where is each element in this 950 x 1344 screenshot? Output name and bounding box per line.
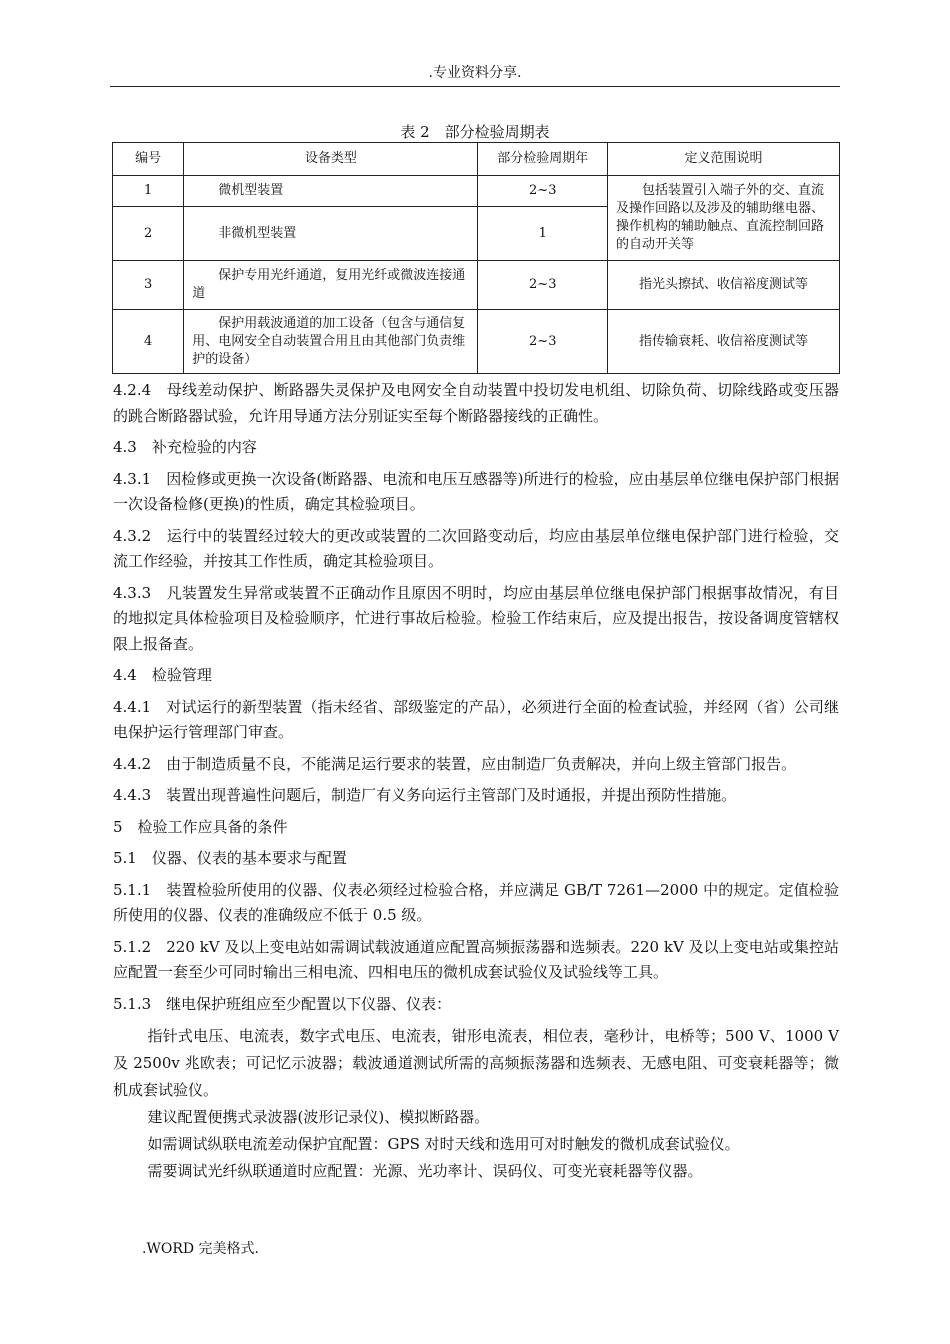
cell-type: 微机型装置	[184, 176, 478, 207]
column-header-no: 编号	[113, 143, 184, 176]
clause-4-3-1: 4.3.1 因检修或更换一次设备(断路器、电流和电压互感器等)所进行的检验，应由基层单位继电保护部门根据一次设备检修(更换)的性质，确定其检验项目。	[113, 469, 839, 513]
clause-4-4-3: 4.4.3 装置出现普遍性问题后，制造厂有义务向运行主管部门及时通报，并提出预防性措施。	[113, 786, 737, 804]
clause-4-3-2: 4.3.2 运行中的装置经过较大的更改或装置的二次回路变动后，均应由基层单位继电保护部门进行检验，交流工作经验，并按其工作性质，确定其检验项目。	[113, 526, 839, 570]
section-heading-4-3: 4.3 补充检验的内容	[113, 438, 257, 456]
clause-4-4-2: 4.4.2 由于制造质量不良，不能满足运行要求的装置，应由制造厂负责解决，并向上级主管部门报告。	[113, 754, 797, 773]
fiber-config: 需要调试光纤纵联通道时应配置：光源、光功率计、误码仪、可变光衰耗器等仪器。	[147, 1162, 703, 1180]
inspection-cycle-table	[112, 142, 840, 374]
clause-4-3-3: 4.3.3 凡装置发生异常或装置不正确动作且原因不明时，均应由基层单位继电保护部门根据事故情况，有目的地拟定具体检验项目及检验顺序，忙进行事故后检验。检验工作结束后，应及提出报告，按设备调度管辖权限上报备查。	[113, 583, 839, 653]
page-footer: .WORD 完美格式.	[142, 1241, 259, 1257]
column-header-type: 设备类型	[184, 143, 478, 176]
cell-desc: 指传输衰耗、收信裕度测试等	[608, 310, 840, 374]
clause-5-1-3: 5.1.3 继电保护班组应至少配置以下仪器、仪表：	[113, 994, 452, 1013]
section-heading-5: 5 检验工作应具备的条件	[113, 817, 288, 836]
cell-desc: 指光头擦拭、收信裕度测试等	[608, 261, 840, 310]
table-row	[113, 261, 840, 310]
cell-type: 非微机型装置	[184, 207, 478, 261]
cell-type: 保护专用光纤通道，复用光纤或微波连接通道	[184, 261, 478, 310]
clause-4-2-4: 4.2.4 母线差动保护、断路器失灵保护及电网安全自动装置中投切发电机组、切除负荷、切除线路或变压器的跳合断路器试验，允许用导通方法分别证实至每个断路器接线的正确性。	[113, 381, 839, 425]
clause-5-1-2: 5.1.2 220 kV 及以上变电站如需调试载波通道应配置高频振荡器和选频表。220 kV 及以上变电站或集控站应配置一套至少可同时输出三相电流、四相电压的微机成套试验仪及试验线等工具。	[113, 937, 839, 981]
cell-cycle: 2~3	[478, 261, 608, 310]
page-header: .专业资料分享.	[428, 65, 522, 81]
document-body	[113, 378, 839, 1185]
cell-cycle: 1	[478, 207, 608, 261]
section-heading-5-1: 5.1 仪器、仪表的基本要求与配置	[113, 849, 347, 867]
table-header-row	[113, 143, 840, 176]
cell-cycle: 2~3	[478, 176, 608, 207]
table-row	[113, 176, 840, 207]
cell-no: 2	[113, 207, 184, 261]
table-row	[113, 310, 840, 374]
recommended-config: 建议配置便携式录波器(波形记录仪)、模拟断路器。	[147, 1108, 490, 1126]
cell-desc-merged: 包括装置引入端子外的交、直流及操作回路以及涉及的辅助继电器、操作机构的辅助触点、直流控制回路的自动开关等	[608, 176, 840, 261]
cell-type: 保护用载波通道的加工设备（包含与通信复用、电网安全自动装置合用且由其他部门负责维护的设备）	[184, 310, 478, 374]
differential-config: 如需调试纵联电流差动保护宜配置：GPS 对时天线和选用可对时触发的微机成套试验仪。	[147, 1135, 740, 1153]
cell-no: 4	[113, 310, 184, 374]
instrument-list: 指针式电压、电流表，数字式电压、电流表，钳形电流表，相位表，毫秒计，电桥等；500 V、1000 V 及 2500v 兆欧表；可记忆示波器；载波通道测试所需的高频振荡器和选频表、无感电阻、可变衰耗器等；微机成套试验仪。	[113, 1027, 839, 1099]
table-caption: 表 2 部分检验周期表	[400, 123, 550, 141]
column-header-cycle: 部分检验周期年	[478, 143, 608, 176]
section-heading-4-4: 4.4 检验管理	[113, 666, 212, 684]
header-divider	[110, 86, 840, 87]
column-header-desc: 定义范围说明	[608, 143, 840, 176]
clause-4-4-1: 4.4.1 对试运行的新型装置（指未经省、部级鉴定的产品），必须进行全面的检查试验，并经网（省）公司继电保护运行管理部门审查。	[113, 697, 839, 741]
clause-5-1-1: 5.1.1 装置检验所使用的仪器、仪表必须经过检验合格，并应满足 GB/T 7261—2000 中的规定。定值检验所使用的仪器、仪表的准确级应不低于 0.5 级。	[113, 880, 839, 924]
cell-no: 3	[113, 261, 184, 310]
cell-cycle: 2~3	[478, 310, 608, 374]
cell-no: 1	[113, 176, 184, 207]
